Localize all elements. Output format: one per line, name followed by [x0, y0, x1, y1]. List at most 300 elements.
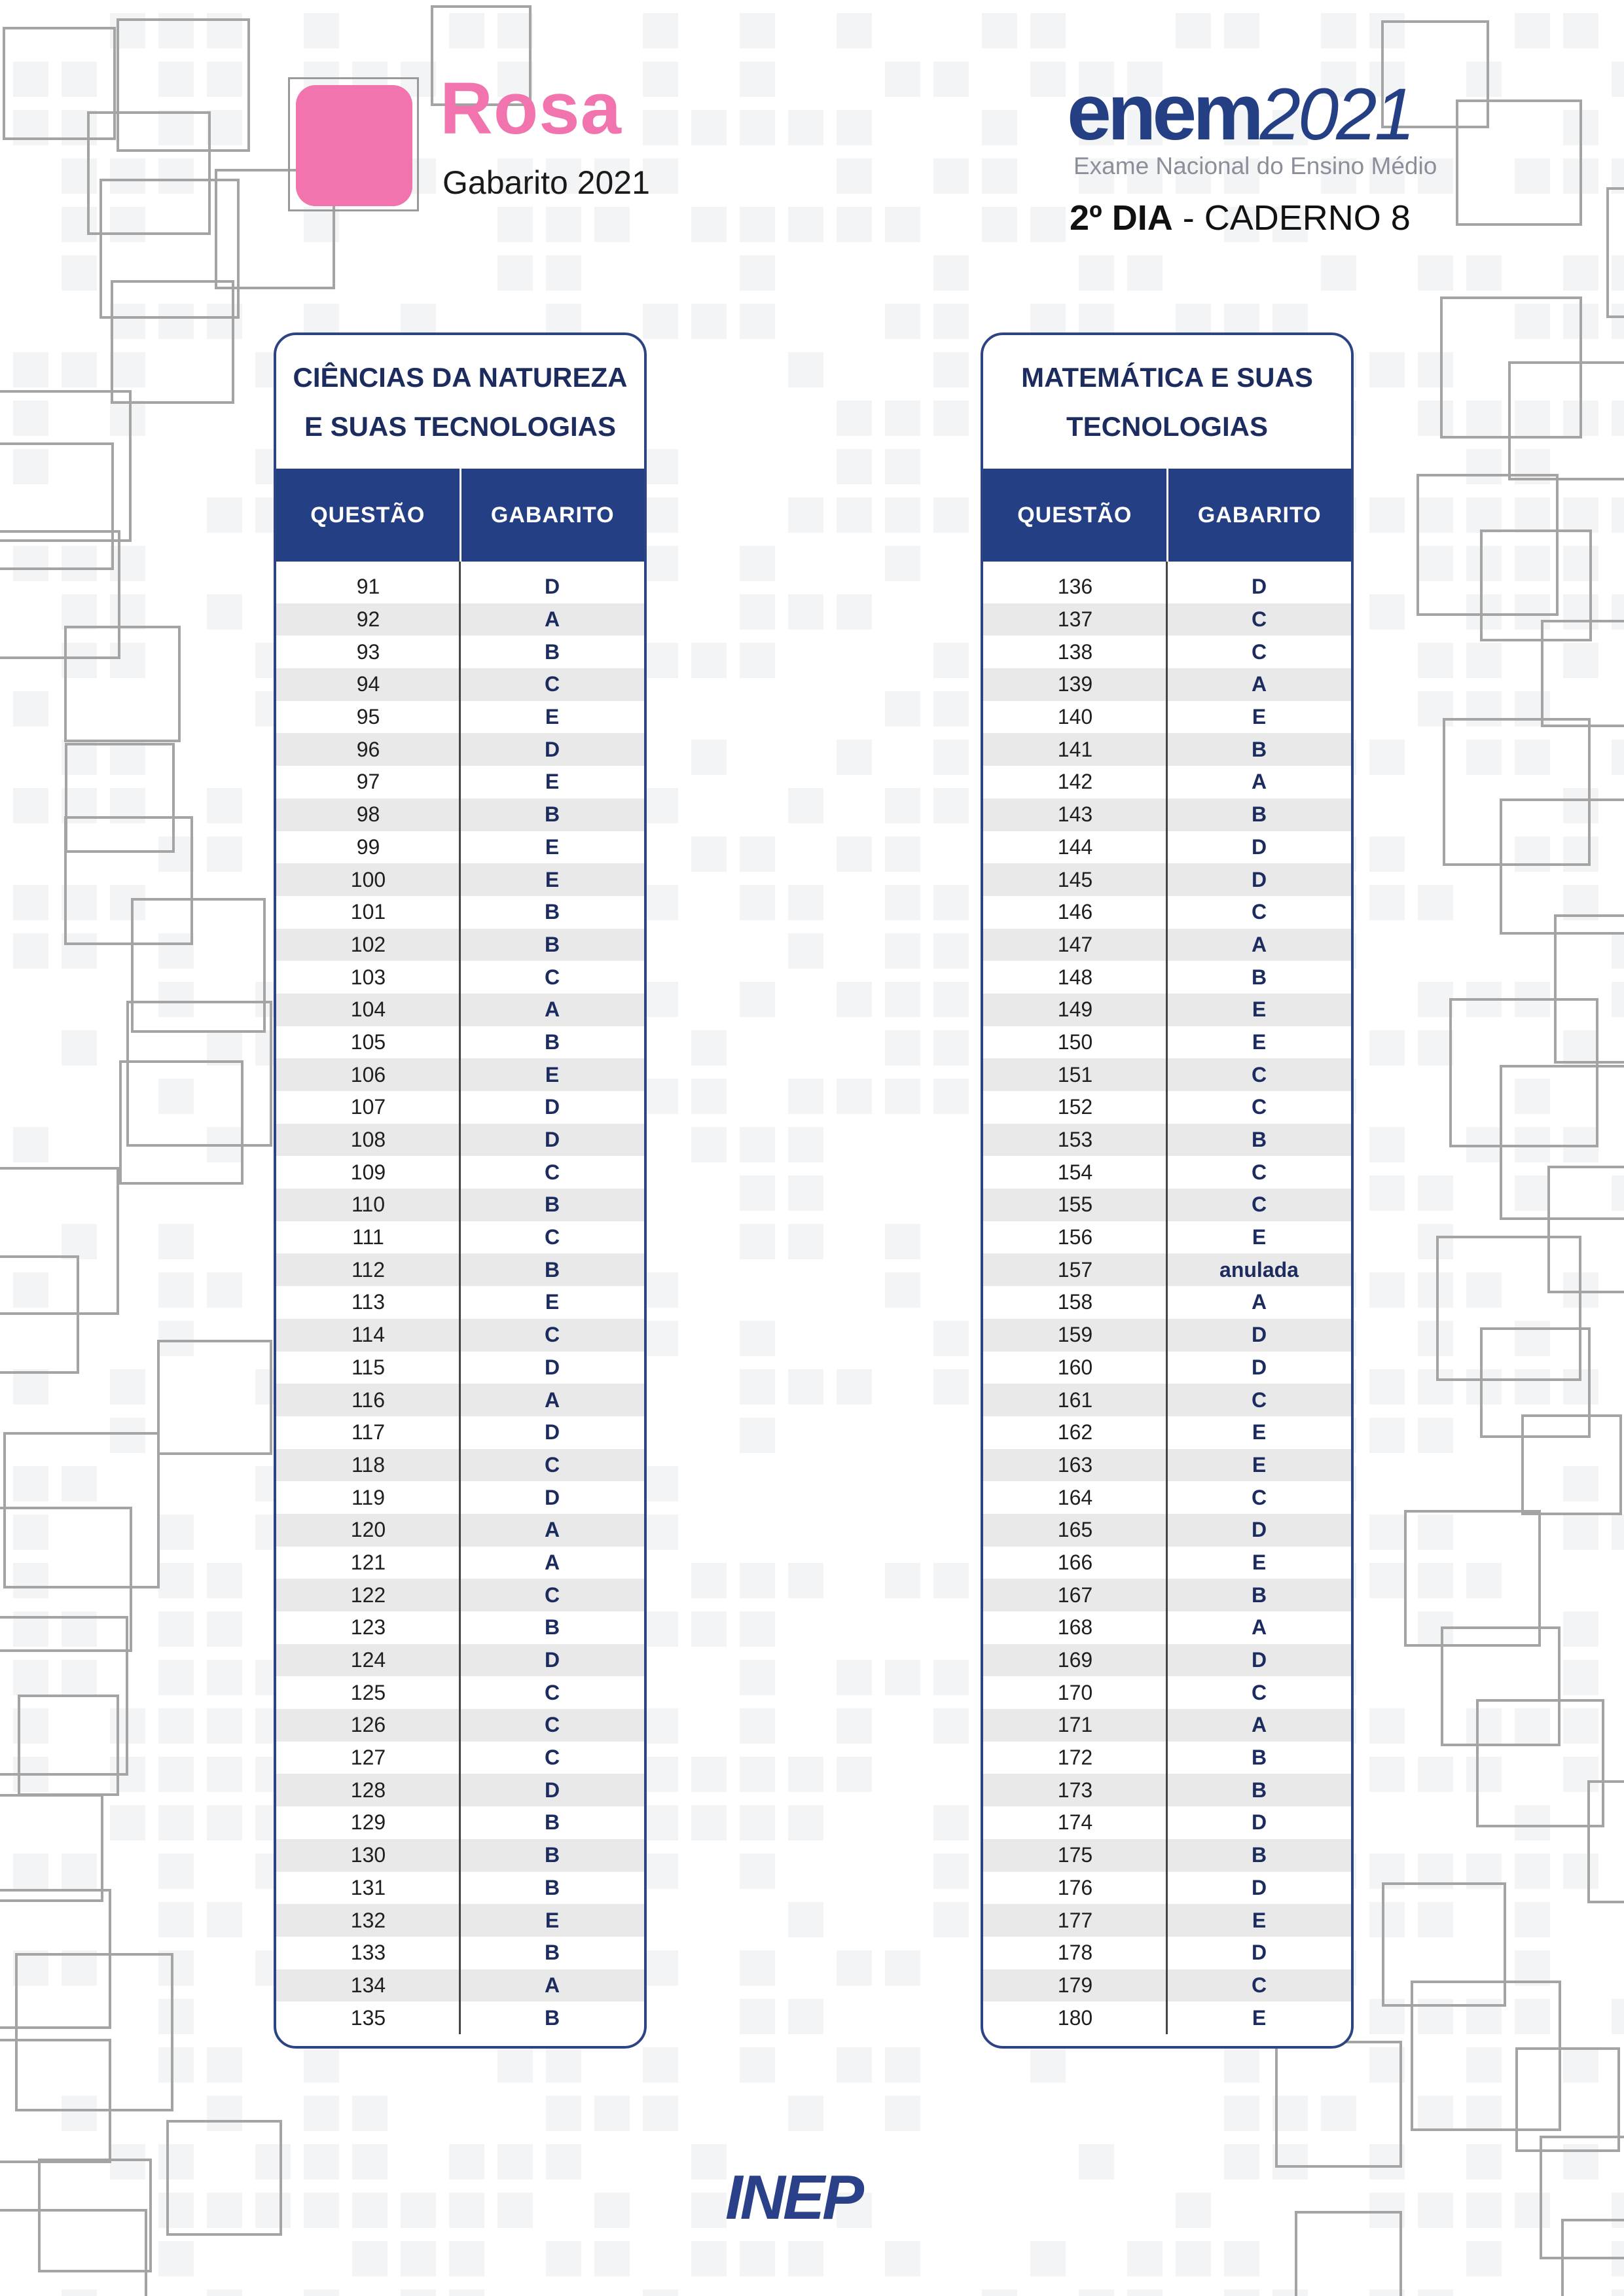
- question-number: 96: [356, 737, 380, 761]
- answer-key: D: [1251, 834, 1267, 859]
- background-tile: [1369, 352, 1405, 387]
- answer-key: D: [544, 1485, 560, 1509]
- background-tile: [158, 2047, 194, 2083]
- question-number: 149: [1057, 997, 1093, 1022]
- background-tile: [1418, 352, 1453, 387]
- background-tile: [740, 304, 775, 339]
- table-row: [276, 1286, 644, 1319]
- background-tile: [1563, 1466, 1598, 1501]
- question-number: 107: [350, 1095, 386, 1119]
- background-tile: [1418, 1369, 1453, 1405]
- background-tile: [885, 2096, 920, 2131]
- background-tile: [449, 2144, 484, 2179]
- question-number: 109: [350, 1160, 386, 1184]
- background-tile: [837, 1757, 872, 1792]
- background-tile: [207, 62, 242, 97]
- answer-key: C: [544, 1713, 560, 1737]
- background-tile: [933, 497, 969, 533]
- answer-key: A: [1251, 770, 1267, 794]
- background-tile: [207, 1611, 242, 1647]
- background-tile: [933, 643, 969, 678]
- background-tile: [933, 401, 969, 436]
- background-tile: [1466, 594, 1502, 630]
- background-tile: [788, 1175, 823, 1211]
- background-tile: [13, 788, 48, 823]
- table-row: [276, 1969, 644, 2002]
- question-number: 106: [350, 1062, 386, 1086]
- background-tile: [1418, 1515, 1453, 1550]
- question-number: 150: [1057, 1030, 1093, 1054]
- background-tile: [158, 62, 194, 97]
- background-tile: [933, 740, 969, 775]
- background-tile: [837, 1079, 872, 1114]
- background-tile: [207, 2096, 242, 2131]
- answer-key: E: [545, 770, 560, 794]
- background-tile: [62, 594, 97, 630]
- question-number: 139: [1057, 672, 1093, 696]
- table-row: [983, 1644, 1351, 1677]
- background-tile: [1418, 497, 1453, 533]
- table-row: [983, 2001, 1351, 2034]
- background-tile: [304, 2047, 339, 2083]
- question-number: 113: [351, 1290, 385, 1314]
- background-tile: [207, 1708, 242, 1744]
- background-tile: [1224, 2047, 1259, 2083]
- background-tile: [1369, 2289, 1405, 2296]
- question-number: 135: [350, 2005, 386, 2030]
- background-tile: [352, 2096, 388, 2131]
- answer-key: C: [544, 1680, 560, 1704]
- background-tile: [207, 788, 242, 823]
- background-tile: [1563, 1611, 1598, 1647]
- table-row: [983, 896, 1351, 929]
- background-tile: [788, 2241, 823, 2276]
- table-row: [983, 1286, 1351, 1319]
- table-row: [983, 1742, 1351, 1774]
- background-tile: [13, 1563, 48, 1598]
- background-tile: [13, 1369, 48, 1405]
- background-tile: [1612, 401, 1624, 436]
- question-number: 103: [350, 965, 386, 989]
- question-number: 172: [1057, 1746, 1093, 1770]
- answer-key: D: [544, 1095, 560, 1119]
- background-tile: [1466, 1708, 1502, 1744]
- table-row: [276, 1189, 644, 1221]
- background-tile: [1612, 1515, 1624, 1550]
- answer-key: A: [1251, 1615, 1267, 1640]
- background-tile: [255, 2193, 291, 2228]
- background-tile: [1612, 1999, 1624, 2034]
- background-tile: [110, 1369, 145, 1405]
- answer-key: D: [1251, 1941, 1267, 1965]
- background-tile: [837, 836, 872, 872]
- answer-key: A: [1251, 1713, 1267, 1737]
- question-number: 114: [351, 1323, 385, 1347]
- background-tile: [740, 1854, 775, 1889]
- background-tile: [740, 546, 775, 581]
- background-tile: [1466, 62, 1502, 97]
- background-tile: [352, 2193, 388, 2228]
- background-tile: [643, 788, 678, 823]
- answer-key: B: [544, 900, 560, 924]
- background-tile: [837, 1660, 872, 1695]
- background-tile: [1563, 1660, 1598, 1695]
- background-tile: [788, 885, 823, 920]
- background-tile: [1466, 1563, 1502, 1598]
- question-number: 180: [1057, 2005, 1093, 2030]
- background-tile: [1079, 255, 1114, 291]
- question-number: 105: [350, 1030, 386, 1054]
- answer-key: D: [544, 1648, 560, 1672]
- question-number: 94: [356, 672, 380, 696]
- background-tile: [1030, 62, 1066, 97]
- background-tile: [740, 1757, 775, 1792]
- question-number: 123: [350, 1615, 386, 1640]
- background-tile: [304, 2193, 339, 2228]
- background-tile: [837, 594, 872, 630]
- background-tile: [1563, 255, 1598, 291]
- answer-key: B: [1251, 802, 1267, 827]
- background-tile: [691, 1079, 727, 1114]
- background-tile: [1612, 62, 1624, 97]
- background-tile: [1418, 643, 1453, 678]
- background-tile: [740, 2241, 775, 2276]
- background-tile: [110, 1418, 145, 1453]
- background-tile: [158, 1563, 194, 1598]
- answer-key: B: [544, 1810, 560, 1835]
- table-row: [983, 1676, 1351, 1709]
- caderno-label: CADERNO 8: [1204, 198, 1411, 238]
- background-tile: [1563, 1030, 1598, 1066]
- question-number: 166: [1057, 1550, 1093, 1574]
- background-tile: [158, 1757, 194, 1792]
- background-tile: [1563, 13, 1598, 48]
- question-number: 93: [356, 639, 380, 664]
- table-row: [276, 1449, 644, 1482]
- background-tile: [158, 1950, 194, 1986]
- question-number: 140: [1057, 705, 1093, 729]
- table-row: [983, 636, 1351, 668]
- background-tile: [1515, 497, 1550, 533]
- table-row: [983, 1026, 1351, 1059]
- column-header-questao: QUESTÃO: [276, 469, 461, 562]
- background-tile: [1515, 1175, 1550, 1211]
- background-tile: [62, 1854, 97, 1889]
- background-tile: [643, 62, 678, 97]
- background-tile: [933, 304, 969, 339]
- question-number: 115: [351, 1355, 385, 1379]
- background-tile: [885, 449, 920, 484]
- answer-key: B: [544, 802, 560, 827]
- background-tile: [837, 13, 872, 48]
- table-row: [276, 1611, 644, 1644]
- question-number: 152: [1057, 1095, 1093, 1119]
- background-tile: [62, 158, 97, 194]
- background-tile: [1369, 885, 1405, 920]
- background-tile: [933, 885, 969, 920]
- background-tile: [546, 2241, 581, 2276]
- background-tile: [643, 1805, 678, 1840]
- background-tile: [110, 2144, 145, 2179]
- table-row: [276, 798, 644, 831]
- question-number: 162: [1057, 1420, 1093, 1444]
- color-swatch: [296, 85, 412, 206]
- background-tile: [837, 497, 872, 533]
- background-tile: [933, 1321, 969, 1356]
- background-tile: [740, 1369, 775, 1405]
- question-number: 173: [1057, 1778, 1093, 1802]
- background-tile: [740, 1805, 775, 1840]
- background-tile: [497, 2144, 533, 2179]
- background-tile: [13, 1660, 48, 1695]
- background-tile: [933, 352, 969, 387]
- background-tile: [546, 255, 581, 291]
- table-row: [983, 1872, 1351, 1905]
- table-row: [983, 603, 1351, 636]
- background-tile: [933, 62, 969, 97]
- table-row: [276, 863, 644, 896]
- table-row: [983, 1774, 1351, 1806]
- background-tile: [788, 497, 823, 533]
- question-number: 151: [1057, 1062, 1093, 1086]
- background-tile: [304, 2096, 339, 2131]
- background-tile: [62, 2289, 97, 2296]
- table-row: [276, 668, 644, 701]
- background-tile: [885, 1272, 920, 1308]
- background-tile: [62, 207, 97, 242]
- table-row: [983, 701, 1351, 734]
- answer-key: B: [1251, 1843, 1267, 1867]
- background-tile: [643, 546, 678, 581]
- background-tile: [110, 158, 145, 194]
- background-tile: [885, 2241, 920, 2276]
- background-tile: [740, 110, 775, 145]
- answer-key: B: [544, 1615, 560, 1640]
- background-tile: [158, 982, 194, 1017]
- background-tile: [643, 304, 678, 339]
- answer-key: C: [544, 672, 560, 696]
- question-number: 95: [356, 705, 380, 729]
- table-title-line1: MATEMÁTICA E SUAS: [1021, 362, 1313, 393]
- answer-key: A: [544, 1518, 560, 1542]
- background-tile: [1515, 401, 1550, 436]
- background-tile: [1515, 546, 1550, 581]
- background-tile: [1030, 2047, 1066, 2083]
- background-tile: [1515, 1079, 1550, 1114]
- table-row: [983, 831, 1351, 864]
- background-tile: [788, 1902, 823, 1937]
- background-tile: [1612, 2289, 1624, 2296]
- background-tile: [885, 1079, 920, 1114]
- background-square-outline: [158, 1341, 271, 1454]
- question-number: 104: [350, 997, 386, 1022]
- table-row: [983, 1156, 1351, 1189]
- background-tile: [352, 2241, 388, 2276]
- background-tile: [643, 885, 678, 920]
- background-tile: [1466, 546, 1502, 581]
- question-number: 129: [350, 1810, 386, 1835]
- background-tile: [788, 1224, 823, 1259]
- background-tile: [207, 110, 242, 145]
- table-row: [276, 1319, 644, 1352]
- background-tile: [1612, 982, 1624, 1017]
- background-tile: [788, 788, 823, 823]
- table-row: [276, 1058, 644, 1091]
- table-row: [276, 1026, 644, 1059]
- answer-key: E: [1252, 1030, 1267, 1054]
- background-tile: [158, 1805, 194, 1840]
- question-number: 158: [1057, 1290, 1093, 1314]
- background-tile: [1466, 2144, 1502, 2179]
- background-tile: [13, 1466, 48, 1501]
- answer-key: B: [544, 932, 560, 956]
- background-tile: [1466, 2096, 1502, 2131]
- table-row: [276, 1742, 644, 1774]
- background-tile: [1563, 594, 1598, 630]
- question-number: 116: [351, 1388, 385, 1412]
- background-tile: [788, 1127, 823, 1162]
- table-row: [983, 994, 1351, 1026]
- answer-key: anulada: [1219, 1257, 1299, 1282]
- background-tile: [933, 691, 969, 726]
- answer-key: C: [1251, 1193, 1267, 1217]
- table-row: [276, 1709, 644, 1742]
- table-row: [983, 1904, 1351, 1937]
- background-tile: [1418, 1563, 1453, 1598]
- answer-key: C: [1251, 1062, 1267, 1086]
- background-tile: [62, 1950, 97, 1986]
- background-tile: [1127, 2241, 1163, 2276]
- background-tile: [1466, 497, 1502, 533]
- background-tile: [1515, 1369, 1550, 1405]
- background-tile: [449, 13, 484, 48]
- background-tile: [788, 1757, 823, 1792]
- table-row: [983, 798, 1351, 831]
- answer-key: E: [1252, 1225, 1267, 1249]
- table-row: [276, 636, 644, 668]
- background-tile: [982, 110, 1017, 145]
- table-row: [276, 733, 644, 766]
- background-tile: [497, 2193, 533, 2228]
- table-body: [276, 562, 644, 2034]
- background-tile: [1612, 933, 1624, 969]
- table-row: [983, 1449, 1351, 1482]
- background-tile: [740, 1175, 775, 1211]
- background-tile: [643, 1950, 678, 1986]
- background-tile: [158, 1224, 194, 1259]
- background-tile: [110, 352, 145, 387]
- background-tile: [110, 594, 145, 630]
- answer-key: B: [1251, 965, 1267, 989]
- background-tile: [1563, 1515, 1598, 1550]
- background-tile: [837, 401, 872, 436]
- background-tile: [207, 836, 242, 872]
- question-number: 171: [1057, 1713, 1093, 1737]
- background-tile: [1321, 255, 1356, 291]
- background-tile: [740, 1224, 775, 1259]
- background-tile: [1612, 740, 1624, 775]
- answer-key: B: [544, 1875, 560, 1899]
- answer-key: D: [1251, 1518, 1267, 1542]
- background-tile: [1515, 1708, 1550, 1744]
- column-header-questao: QUESTÃO: [983, 469, 1168, 562]
- answer-key: D: [544, 1355, 560, 1379]
- background-tile: [1369, 740, 1405, 775]
- background-tile: [1466, 2047, 1502, 2083]
- background-tile: [1515, 1854, 1550, 1889]
- answer-key: A: [544, 1550, 560, 1574]
- background-tile: [933, 1708, 969, 1744]
- background-square-outline: [1383, 1884, 1505, 2005]
- background-tile: [740, 885, 775, 920]
- question-number: 156: [1057, 1225, 1093, 1249]
- background-tile: [255, 2144, 291, 2179]
- question-number: 124: [350, 1648, 386, 1672]
- background-tile: [62, 1030, 97, 1066]
- background-tile: [110, 1805, 145, 1840]
- background-tile: [1030, 2241, 1066, 2276]
- table-row: [276, 1774, 644, 1806]
- question-number: 147: [1057, 932, 1093, 956]
- background-tile: [304, 13, 339, 48]
- background-tile: [1030, 13, 1066, 48]
- background-tile: [837, 158, 872, 194]
- background-tile: [207, 1805, 242, 1840]
- question-number: 132: [350, 1908, 386, 1932]
- background-tile: [1369, 1757, 1405, 1792]
- answer-key: B: [1251, 1128, 1267, 1152]
- background-tile: [1418, 1902, 1453, 1937]
- background-tile: [62, 62, 97, 97]
- background-tile: [643, 449, 678, 484]
- answer-key: D: [544, 1420, 560, 1444]
- background-tile: [110, 207, 145, 242]
- background-tile: [546, 2096, 581, 2131]
- background-tile: [885, 1224, 920, 1259]
- background-tile: [207, 1272, 242, 1308]
- background-tile: [594, 207, 630, 242]
- background-tile: [691, 1611, 727, 1647]
- table-row: [983, 1352, 1351, 1384]
- background-tile: [158, 1708, 194, 1744]
- table-row: [276, 1416, 644, 1449]
- table-row: [983, 1709, 1351, 1742]
- background-tile: [740, 62, 775, 97]
- background-tile: [885, 207, 920, 242]
- background-tile: [207, 1902, 242, 1937]
- background-tile: [885, 788, 920, 823]
- background-tile: [1369, 1515, 1405, 1550]
- background-tile: [13, 352, 48, 387]
- background-tile: [1369, 1030, 1405, 1066]
- background-tile: [158, 1854, 194, 1889]
- background-tile: [1515, 1805, 1550, 1840]
- table-row: [276, 961, 644, 994]
- background-tile: [304, 2144, 339, 2179]
- table-row: [983, 1058, 1351, 1091]
- background-tile: [13, 546, 48, 581]
- column-header-gabarito: GABARITO: [1197, 502, 1322, 528]
- answer-key: C: [1251, 639, 1267, 664]
- background-tile: [740, 255, 775, 291]
- background-tile: [1224, 13, 1259, 48]
- answer-key: E: [545, 1908, 560, 1932]
- answer-key: C: [1251, 900, 1267, 924]
- table-row: [276, 1124, 644, 1157]
- background-tile: [62, 1224, 97, 1259]
- question-number: 134: [350, 1973, 386, 1997]
- background-tile: [885, 2047, 920, 2083]
